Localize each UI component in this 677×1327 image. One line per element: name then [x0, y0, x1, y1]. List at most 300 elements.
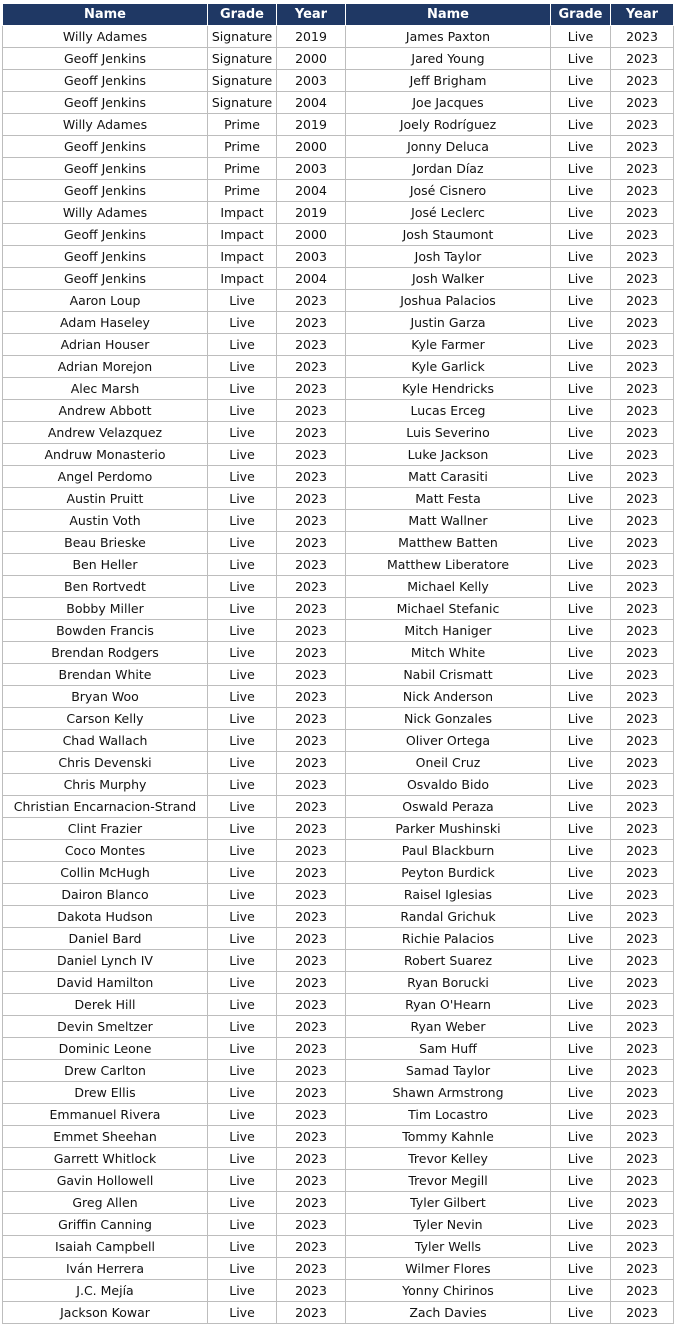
cell-year-left: 2023	[277, 884, 346, 906]
cell-year-left: 2004	[277, 180, 346, 202]
cell-name-right: José Leclerc	[346, 202, 551, 224]
cell-grade-right: Live	[551, 136, 611, 158]
cell-name-right: Nick Gonzales	[346, 708, 551, 730]
cell-name-right: Ryan Borucki	[346, 972, 551, 994]
table-row	[3, 92, 674, 114]
cell-grade-right: Live	[551, 994, 611, 1016]
cell-grade-right: Live	[551, 334, 611, 356]
table-row	[3, 224, 674, 246]
header-grade-right: Grade	[551, 4, 611, 26]
cell-grade-left: Live	[208, 1060, 277, 1082]
table-row	[3, 774, 674, 796]
cell-year-left: 2023	[277, 422, 346, 444]
cell-name-right: Jonny Deluca	[346, 136, 551, 158]
table-row	[3, 972, 674, 994]
cell-grade-right: Live	[551, 906, 611, 928]
cell-name-left: Clint Frazier	[3, 818, 208, 840]
cell-name-left: Brendan White	[3, 664, 208, 686]
cell-year-right: 2023	[611, 906, 674, 928]
cell-year-left: 2023	[277, 752, 346, 774]
table-row	[3, 422, 674, 444]
cell-year-left: 2023	[277, 598, 346, 620]
cell-grade-right: Live	[551, 246, 611, 268]
cell-year-right: 2023	[611, 1258, 674, 1280]
cell-name-right: Oliver Ortega	[346, 730, 551, 752]
cell-year-right: 2023	[611, 224, 674, 246]
table-row	[3, 1258, 674, 1280]
table-row	[3, 1236, 674, 1258]
table-row	[3, 1104, 674, 1126]
cell-name-left: Willy Adames	[3, 202, 208, 224]
cell-year-right: 2023	[611, 994, 674, 1016]
cell-grade-right: Live	[551, 1126, 611, 1148]
cell-year-left: 2023	[277, 796, 346, 818]
cell-year-left: 2023	[277, 928, 346, 950]
cell-grade-left: Live	[208, 576, 277, 598]
cell-year-left: 2023	[277, 312, 346, 334]
cell-grade-left: Live	[208, 972, 277, 994]
cell-grade-right: Live	[551, 400, 611, 422]
cell-grade-right: Live	[551, 532, 611, 554]
cell-year-right: 2023	[611, 400, 674, 422]
cell-name-left: Andrew Abbott	[3, 400, 208, 422]
cell-name-left: Geoff Jenkins	[3, 70, 208, 92]
cell-year-left: 2023	[277, 1280, 346, 1302]
cell-year-left: 2023	[277, 664, 346, 686]
cell-year-left: 2023	[277, 488, 346, 510]
cell-grade-right: Live	[551, 510, 611, 532]
cell-name-right: Mitch White	[346, 642, 551, 664]
table-row	[3, 1016, 674, 1038]
cell-year-left: 2023	[277, 1192, 346, 1214]
cell-year-left: 2023	[277, 1214, 346, 1236]
cell-year-right: 2023	[611, 1104, 674, 1126]
cell-grade-left: Live	[208, 1082, 277, 1104]
cell-name-left: Andruw Monasterio	[3, 444, 208, 466]
table-row	[3, 730, 674, 752]
table-row	[3, 686, 674, 708]
cell-year-right: 2023	[611, 180, 674, 202]
cell-year-left: 2023	[277, 334, 346, 356]
cell-grade-right: Live	[551, 950, 611, 972]
table-row	[3, 312, 674, 334]
cell-year-right: 2023	[611, 510, 674, 532]
cell-name-left: Beau Brieske	[3, 532, 208, 554]
cell-name-left: Jackson Kowar	[3, 1302, 208, 1324]
table-row	[3, 400, 674, 422]
cell-grade-right: Live	[551, 290, 611, 312]
cell-year-left: 2023	[277, 1302, 346, 1324]
cell-grade-right: Live	[551, 972, 611, 994]
cell-year-left: 2023	[277, 1126, 346, 1148]
cell-name-left: Geoff Jenkins	[3, 246, 208, 268]
cell-year-right: 2023	[611, 246, 674, 268]
cell-year-left: 2023	[277, 620, 346, 642]
cell-grade-left: Live	[208, 1104, 277, 1126]
table-row	[3, 994, 674, 1016]
cell-grade-left: Live	[208, 708, 277, 730]
cell-grade-right: Live	[551, 862, 611, 884]
table-row	[3, 202, 674, 224]
cell-year-left: 2023	[277, 290, 346, 312]
cell-year-right: 2023	[611, 1082, 674, 1104]
table-row	[3, 26, 674, 48]
cell-year-left: 2003	[277, 70, 346, 92]
table-row	[3, 488, 674, 510]
table-row	[3, 158, 674, 180]
cell-grade-right: Live	[551, 1236, 611, 1258]
table-row	[3, 378, 674, 400]
table-row	[3, 1060, 674, 1082]
cell-grade-left: Prime	[208, 114, 277, 136]
cell-name-right: James Paxton	[346, 26, 551, 48]
cell-grade-left: Signature	[208, 92, 277, 114]
table-row	[3, 1148, 674, 1170]
cell-name-right: Matt Festa	[346, 488, 551, 510]
cell-year-right: 2023	[611, 1280, 674, 1302]
cell-grade-right: Live	[551, 1280, 611, 1302]
cell-name-right: Sam Huff	[346, 1038, 551, 1060]
cell-name-left: Garrett Whitlock	[3, 1148, 208, 1170]
cell-name-right: Zach Davies	[346, 1302, 551, 1324]
cell-grade-left: Live	[208, 664, 277, 686]
cell-name-right: Jordan Díaz	[346, 158, 551, 180]
cell-name-right: Tyler Nevin	[346, 1214, 551, 1236]
cell-name-right: Matthew Liberatore	[346, 554, 551, 576]
cell-year-right: 2023	[611, 1236, 674, 1258]
table-row	[3, 1126, 674, 1148]
cell-name-right: Joe Jacques	[346, 92, 551, 114]
cell-grade-left: Live	[208, 928, 277, 950]
cell-name-left: Chad Wallach	[3, 730, 208, 752]
cell-name-right: Ryan Weber	[346, 1016, 551, 1038]
cell-name-left: Drew Ellis	[3, 1082, 208, 1104]
cell-grade-left: Live	[208, 994, 277, 1016]
cell-name-right: Osvaldo Bido	[346, 774, 551, 796]
cell-grade-left: Live	[208, 818, 277, 840]
cell-grade-left: Live	[208, 290, 277, 312]
cell-name-right: Jeff Brigham	[346, 70, 551, 92]
cell-year-right: 2023	[611, 774, 674, 796]
cell-name-right: Michael Stefanic	[346, 598, 551, 620]
cell-grade-right: Live	[551, 664, 611, 686]
cell-name-right: Jared Young	[346, 48, 551, 70]
cell-year-right: 2023	[611, 664, 674, 686]
cell-grade-left: Live	[208, 378, 277, 400]
cell-name-left: Emmet Sheehan	[3, 1126, 208, 1148]
cell-grade-left: Impact	[208, 246, 277, 268]
cell-year-right: 2023	[611, 378, 674, 400]
table-row	[3, 554, 674, 576]
cell-year-right: 2023	[611, 972, 674, 994]
cell-year-right: 2023	[611, 488, 674, 510]
header-year-left: Year	[277, 4, 346, 26]
cell-name-right: Lucas Erceg	[346, 400, 551, 422]
cell-grade-left: Impact	[208, 268, 277, 290]
table-row	[3, 598, 674, 620]
cell-grade-right: Live	[551, 26, 611, 48]
cell-grade-right: Live	[551, 444, 611, 466]
table-row	[3, 466, 674, 488]
cell-grade-right: Live	[551, 422, 611, 444]
table-row	[3, 1280, 674, 1302]
cell-year-right: 2023	[611, 642, 674, 664]
cell-year-left: 2023	[277, 906, 346, 928]
cell-grade-left: Live	[208, 1236, 277, 1258]
cell-grade-right: Live	[551, 1192, 611, 1214]
cell-year-left: 2023	[277, 1170, 346, 1192]
header-name-left: Name	[3, 4, 208, 26]
cell-year-right: 2023	[611, 950, 674, 972]
cell-grade-right: Live	[551, 1082, 611, 1104]
cell-name-left: Alec Marsh	[3, 378, 208, 400]
cell-grade-left: Live	[208, 510, 277, 532]
cell-year-right: 2023	[611, 686, 674, 708]
cell-grade-left: Live	[208, 1280, 277, 1302]
cell-year-left: 2023	[277, 1258, 346, 1280]
cell-grade-right: Live	[551, 818, 611, 840]
cell-name-right: Paul Blackburn	[346, 840, 551, 862]
cell-year-right: 2023	[611, 1214, 674, 1236]
cell-name-right: Kyle Farmer	[346, 334, 551, 356]
cell-name-left: Angel Perdomo	[3, 466, 208, 488]
cell-year-right: 2023	[611, 312, 674, 334]
cell-year-left: 2004	[277, 92, 346, 114]
cell-year-right: 2023	[611, 1038, 674, 1060]
cell-name-right: José Cisnero	[346, 180, 551, 202]
cell-grade-right: Live	[551, 928, 611, 950]
cell-name-right: Trevor Megill	[346, 1170, 551, 1192]
cell-name-right: Robert Suarez	[346, 950, 551, 972]
cell-name-left: Emmanuel Rivera	[3, 1104, 208, 1126]
table-row	[3, 752, 674, 774]
cell-year-left: 2023	[277, 554, 346, 576]
cell-year-left: 2023	[277, 400, 346, 422]
cell-name-left: David Hamilton	[3, 972, 208, 994]
table-row	[3, 708, 674, 730]
cell-name-left: Bobby Miller	[3, 598, 208, 620]
cell-grade-right: Live	[551, 796, 611, 818]
cell-grade-left: Signature	[208, 26, 277, 48]
cell-name-right: Matt Wallner	[346, 510, 551, 532]
cell-name-left: Chris Devenski	[3, 752, 208, 774]
cell-year-left: 2023	[277, 1082, 346, 1104]
cell-grade-right: Live	[551, 268, 611, 290]
cell-name-right: Luis Severino	[346, 422, 551, 444]
cell-year-left: 2023	[277, 356, 346, 378]
cell-grade-left: Live	[208, 862, 277, 884]
cell-name-right: Josh Staumont	[346, 224, 551, 246]
cell-name-left: Andrew Velazquez	[3, 422, 208, 444]
cell-year-right: 2023	[611, 532, 674, 554]
cell-year-right: 2023	[611, 620, 674, 642]
table-row	[3, 1170, 674, 1192]
cell-year-left: 2019	[277, 202, 346, 224]
table-row	[3, 290, 674, 312]
cell-year-left: 2023	[277, 686, 346, 708]
cell-name-left: Geoff Jenkins	[3, 136, 208, 158]
cell-year-right: 2023	[611, 466, 674, 488]
cell-name-left: Geoff Jenkins	[3, 92, 208, 114]
cell-grade-left: Live	[208, 400, 277, 422]
cell-grade-left: Live	[208, 620, 277, 642]
cell-year-right: 2023	[611, 796, 674, 818]
cell-grade-left: Live	[208, 1192, 277, 1214]
cell-grade-right: Live	[551, 1038, 611, 1060]
table-row	[3, 1038, 674, 1060]
cell-grade-left: Prime	[208, 136, 277, 158]
cell-year-right: 2023	[611, 1302, 674, 1324]
cell-grade-left: Prime	[208, 180, 277, 202]
cell-name-right: Nick Anderson	[346, 686, 551, 708]
cell-name-left: Geoff Jenkins	[3, 48, 208, 70]
cell-name-left: Willy Adames	[3, 26, 208, 48]
cell-name-left: Dominic Leone	[3, 1038, 208, 1060]
cell-name-left: Bowden Francis	[3, 620, 208, 642]
table-row	[3, 136, 674, 158]
cell-year-left: 2023	[277, 576, 346, 598]
cell-year-left: 2003	[277, 246, 346, 268]
cell-grade-right: Live	[551, 686, 611, 708]
header-name-right: Name	[346, 4, 551, 26]
cell-year-left: 2023	[277, 378, 346, 400]
cell-year-right: 2023	[611, 818, 674, 840]
table-row	[3, 114, 674, 136]
cell-grade-left: Live	[208, 752, 277, 774]
cell-name-left: Collin McHugh	[3, 862, 208, 884]
cell-year-left: 2000	[277, 48, 346, 70]
cell-name-left: Gavin Hollowell	[3, 1170, 208, 1192]
cell-year-right: 2023	[611, 730, 674, 752]
cell-grade-right: Live	[551, 1170, 611, 1192]
cell-year-right: 2023	[611, 1060, 674, 1082]
cell-name-left: Willy Adames	[3, 114, 208, 136]
table-row	[3, 884, 674, 906]
cell-name-right: Richie Palacios	[346, 928, 551, 950]
cell-year-left: 2023	[277, 862, 346, 884]
cell-year-right: 2023	[611, 422, 674, 444]
cell-name-left: Geoff Jenkins	[3, 158, 208, 180]
cell-grade-right: Live	[551, 466, 611, 488]
cell-year-right: 2023	[611, 268, 674, 290]
cell-name-left: Daniel Bard	[3, 928, 208, 950]
cell-year-right: 2023	[611, 840, 674, 862]
cell-grade-left: Live	[208, 1170, 277, 1192]
cell-year-left: 2023	[277, 1236, 346, 1258]
cell-name-right: Peyton Burdick	[346, 862, 551, 884]
cell-grade-left: Live	[208, 554, 277, 576]
cell-grade-right: Live	[551, 1104, 611, 1126]
cell-name-right: Shawn Armstrong	[346, 1082, 551, 1104]
table-row	[3, 928, 674, 950]
cell-name-right: Josh Taylor	[346, 246, 551, 268]
cell-grade-left: Live	[208, 1038, 277, 1060]
cell-name-right: Tommy Kahnle	[346, 1126, 551, 1148]
cell-grade-left: Live	[208, 422, 277, 444]
cell-name-left: Geoff Jenkins	[3, 268, 208, 290]
table-row	[3, 268, 674, 290]
cell-year-left: 2004	[277, 268, 346, 290]
cell-grade-right: Live	[551, 554, 611, 576]
header-year-right: Year	[611, 4, 674, 26]
cell-name-right: Trevor Kelley	[346, 1148, 551, 1170]
cell-name-left: Aaron Loup	[3, 290, 208, 312]
cell-year-left: 2003	[277, 158, 346, 180]
cell-year-left: 2000	[277, 224, 346, 246]
table-row	[3, 1214, 674, 1236]
cell-grade-left: Impact	[208, 202, 277, 224]
cell-name-right: Joely Rodríguez	[346, 114, 551, 136]
cell-year-right: 2023	[611, 334, 674, 356]
cell-year-left: 2000	[277, 136, 346, 158]
table-row	[3, 70, 674, 92]
table-body	[3, 26, 674, 1324]
cell-name-left: Austin Pruitt	[3, 488, 208, 510]
cell-name-left: Griffin Canning	[3, 1214, 208, 1236]
cell-name-left: Austin Voth	[3, 510, 208, 532]
cell-name-right: Kyle Hendricks	[346, 378, 551, 400]
cell-year-left: 2023	[277, 532, 346, 554]
cell-grade-right: Live	[551, 774, 611, 796]
cell-year-right: 2023	[611, 884, 674, 906]
cell-name-left: J.C. Mejía	[3, 1280, 208, 1302]
table-row	[3, 862, 674, 884]
cell-name-left: Daniel Lynch IV	[3, 950, 208, 972]
cell-name-left: Brendan Rodgers	[3, 642, 208, 664]
cell-grade-right: Live	[551, 1016, 611, 1038]
cell-grade-right: Live	[551, 312, 611, 334]
cell-grade-right: Live	[551, 488, 611, 510]
cell-name-left: Adrian Morejon	[3, 356, 208, 378]
cell-year-left: 2023	[277, 950, 346, 972]
cell-name-right: Nabil Crismatt	[346, 664, 551, 686]
cell-year-left: 2023	[277, 774, 346, 796]
cell-grade-left: Signature	[208, 70, 277, 92]
cell-name-left: Geoff Jenkins	[3, 224, 208, 246]
table-row	[3, 840, 674, 862]
cell-name-right: Tyler Gilbert	[346, 1192, 551, 1214]
cell-grade-right: Live	[551, 752, 611, 774]
table-row	[3, 334, 674, 356]
cell-year-right: 2023	[611, 1192, 674, 1214]
cell-grade-left: Live	[208, 730, 277, 752]
cell-grade-right: Live	[551, 1060, 611, 1082]
cell-year-right: 2023	[611, 708, 674, 730]
cell-year-left: 2019	[277, 26, 346, 48]
cell-grade-left: Live	[208, 906, 277, 928]
cell-year-right: 2023	[611, 158, 674, 180]
cell-year-right: 2023	[611, 1016, 674, 1038]
cell-name-left: Iván Herrera	[3, 1258, 208, 1280]
cell-grade-left: Live	[208, 488, 277, 510]
cell-year-right: 2023	[611, 444, 674, 466]
cell-year-right: 2023	[611, 48, 674, 70]
cell-grade-right: Live	[551, 180, 611, 202]
cell-grade-right: Live	[551, 576, 611, 598]
cell-grade-right: Live	[551, 158, 611, 180]
cell-name-right: Josh Walker	[346, 268, 551, 290]
table-row	[3, 576, 674, 598]
cell-name-right: Parker Mushinski	[346, 818, 551, 840]
cell-year-left: 2023	[277, 818, 346, 840]
cell-name-left: Derek Hill	[3, 994, 208, 1016]
cell-year-right: 2023	[611, 1148, 674, 1170]
cell-name-left: Ben Heller	[3, 554, 208, 576]
header-row	[3, 4, 674, 26]
cell-year-right: 2023	[611, 598, 674, 620]
cell-grade-right: Live	[551, 1214, 611, 1236]
table-row	[3, 620, 674, 642]
